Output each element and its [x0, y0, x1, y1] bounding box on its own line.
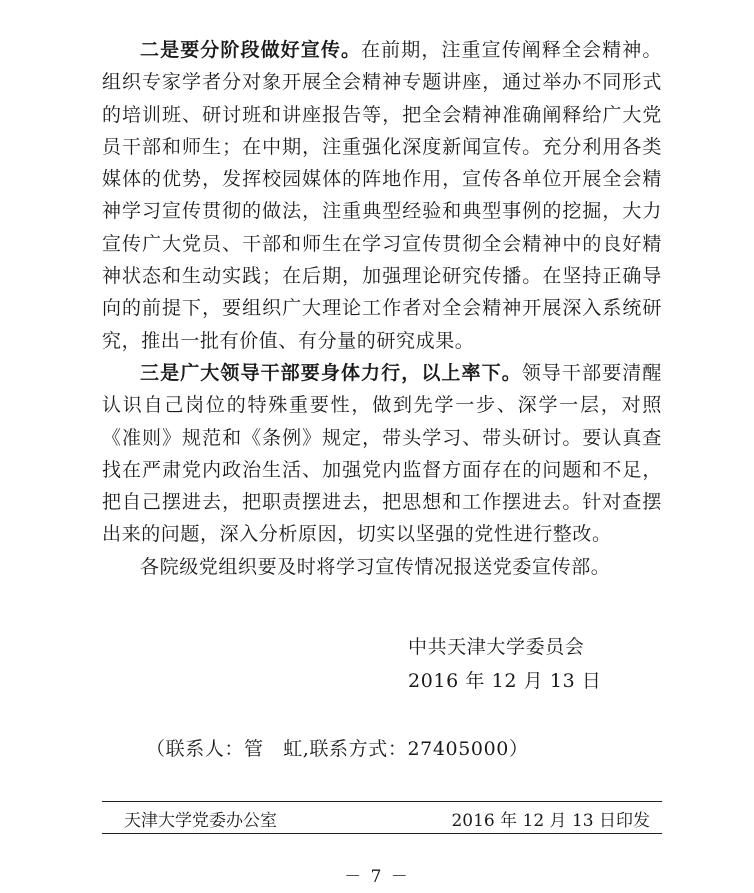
signature-organization: 中共天津大学委员会 — [408, 636, 585, 658]
footer-issue-date: 2016 年 12 月 13 日印发 — [451, 811, 650, 831]
paragraph-body: 领导干部要清醒认识自己岗位的特殊重要性，做到先学一步、深学一层，对照《准则》规范和《条例》规定，带头学习、带头研讨。要认真查找在严肃党内政治生活、加强党内监督方面存在的问题和不足，把自己摆进去，把职责摆进去，把思想和工作摆进去。针对查摆出来的问题，深入分析原因，切实以坚强的党性进行整改。 — [102, 361, 663, 546]
paragraph-lead: 二是要分阶段做好宣传。 — [140, 39, 362, 61]
paragraph-body: 在前期，注重宣传阐释全会精神。组织专家学者分对象开展全会精神专题讲座，通过举办不同形式的培训班、研讨班和讲座报告等，把全会精神准确阐释给广大党员干部和师生；在中期，注重强化深度新闻宣传。充分利用各类媒体的优势，发挥校园媒体的阵地作用，宣传各单位开展全会精神学习宣传贯彻的做法，注重典型经验和典型事例的挖掘，大力宣传广大党员、干部和师生在学习宣传贯彻全会精神中的良好精神状态和生动实践；在后期，加强理论研究传播。在坚持正确导向的前提下，要组织广大理论工作者对全会精神开展深入系统研究，推出一批有价值、有分量的研究成果。 — [102, 39, 662, 352]
footer-rule-top — [102, 801, 662, 802]
paragraph-lead: 三是广大领导干部要身体力行，以上率下。 — [140, 361, 522, 384]
footer-rule-bottom — [102, 833, 662, 834]
paragraph-leaders-example — [102, 357, 662, 551]
paragraph-phased-publicity — [102, 34, 662, 357]
contact-info: （联系人：管 虹,联系方式：27405000） — [146, 738, 529, 760]
paragraph-report-instruction — [102, 551, 662, 583]
paragraph-body: 各院级党组织要及时将学习宣传情况报送党委宣传部。 — [140, 555, 611, 578]
body-text — [102, 34, 662, 583]
signature-date: 2016 年 12 月 13 日 — [408, 670, 602, 692]
page-number: － 7 － — [344, 867, 410, 887]
footer-issuer: 天津大学党委办公室 — [124, 811, 277, 831]
